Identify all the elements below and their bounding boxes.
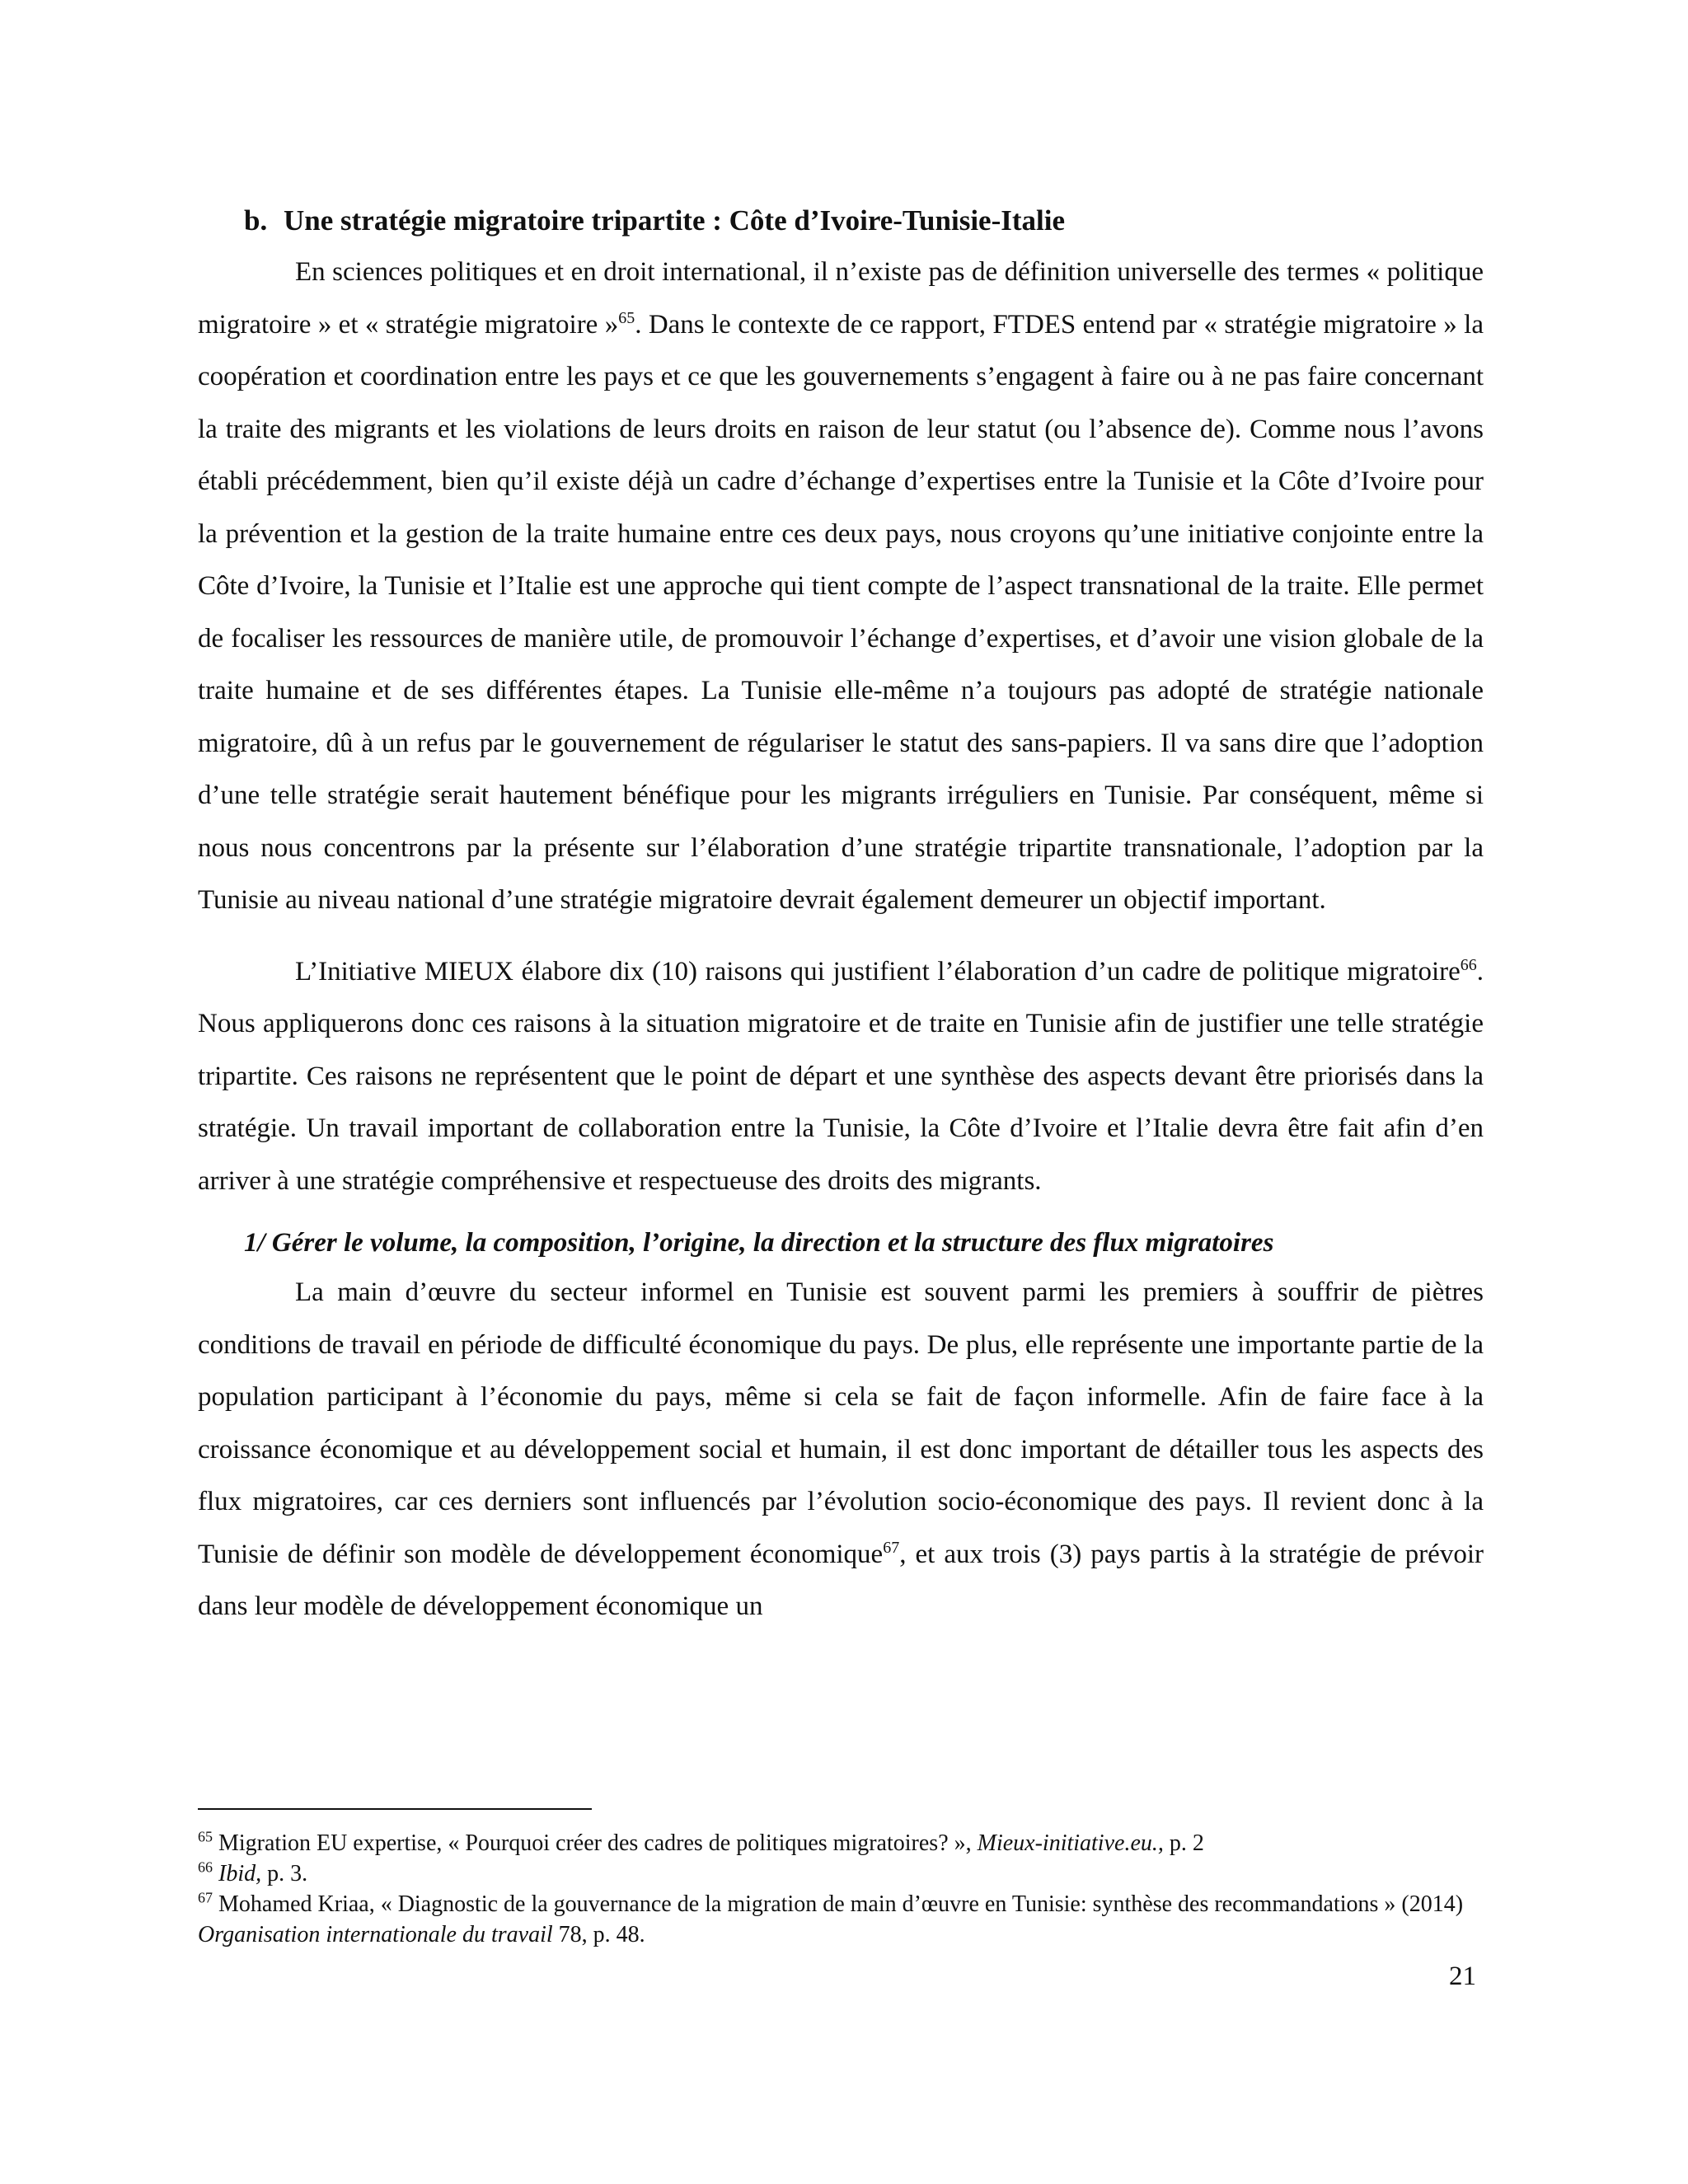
- paragraph-3-text-a: La main d’œuvre du secteur informel en Tunisie est souvent parmi les premiers à souffrir de piètres conditions de travail en période de difficulté économique du pays. De plus, elle représente une importante partie de la population participant à l’économie du pays, même si cela se fait de façon informelle. Afin de faire face à la croissance économique et au développement social et humain, il est donc important de détailler tous les aspects des flux migratoires, car ces derniers sont influencés par l’évolution socio-économique des pays. Il revient donc à la Tunisie de définir son modèle de développement économique: [198, 1277, 1484, 1569]
- paragraph-3: [198, 1267, 1484, 1633]
- paragraph-1: [198, 246, 1484, 927]
- footnote-67: [198, 1889, 1484, 1950]
- footnote-ref-67: 67: [883, 1538, 900, 1557]
- paragraph-1-text-a: En sciences politiques et en droit international, il n’existe pas de définition universelle des termes « politique migratoire » et « stratégie migratoire »: [198, 257, 1484, 340]
- footnote-source: Organisation internationale du travail: [198, 1922, 553, 1947]
- footnote-text: Migration EU expertise, « Pourquoi créer des cadres de politiques migratoires? »,: [213, 1830, 978, 1856]
- footnote-number: 66: [198, 1858, 213, 1876]
- footnote-page: 78, p. 48.: [552, 1922, 645, 1947]
- footnote-text: [213, 1861, 218, 1886]
- paragraph-3-text-b: , et aux trois (3) pays partis à la stratégie de prévoir dans leur modèle de développement économique un: [198, 1539, 1484, 1621]
- footnote-66: [198, 1858, 1484, 1889]
- subsection-heading: 1/ Gérer le volume, la composition, l’origine, la direction et la structure des flux migratoires: [244, 1228, 1274, 1258]
- footnote-ref-66: 66: [1460, 955, 1477, 974]
- footnotes: [198, 1808, 1484, 1950]
- section-title: Une stratégie migratoire tripartite : Côte d’Ivoire-Tunisie-Italie: [284, 204, 1066, 237]
- paragraph-2-text-b: . Nous appliquerons donc ces raisons à la situation migratoire et de traite en Tunisie afin de justifier une telle stratégie tripartite. Ces raisons ne représentent que le point de départ et une synthèse des aspects devant être priorisés dans la stratégie. Un travail important de collaboration entre la Tunisie, la Côte d’Ivoire et l’Italie devra être fait afin d’en arriver à une stratégie compréhensive et respectueuse des droits des migrants.: [198, 956, 1484, 1196]
- footnote-ref-65: 65: [618, 308, 635, 327]
- footnote-page: p. 3.: [261, 1861, 308, 1886]
- footnote-divider: [198, 1808, 592, 1810]
- page-content: [198, 200, 1484, 1633]
- footnote-page: p. 2: [1163, 1830, 1204, 1856]
- section-heading: [244, 200, 1484, 241]
- paragraph-2: [198, 946, 1484, 1208]
- footnote-65: [198, 1828, 1484, 1858]
- paragraph-2-text-a: L’Initiative MIEUX élabore dix (10) raisons qui justifient l’élaboration d’un cadre de politique migratoire: [295, 956, 1461, 987]
- section-marker: b.: [244, 204, 268, 237]
- footnote-number: 65: [198, 1828, 213, 1845]
- footnote-source: Ibid,: [218, 1861, 262, 1886]
- footnote-text: Mohamed Kriaa, « Diagnostic de la gouvernance de la migration de main d’œuvre en Tunisie: synthèse des recommandations » (2014): [213, 1891, 1464, 1917]
- page-number: 21: [1449, 1961, 1476, 1991]
- footnote-source: Mieux-initiative.eu.,: [977, 1830, 1164, 1856]
- paragraph-1-text-b: . Dans le contexte de ce rapport, FTDES entend par « stratégie migratoire » la coopération et coordination entre les pays et ce que les gouvernements s’engagent à faire ou à ne pas faire concernant la traite des migrants et les violations de leurs droits en raison de leur statut (ou l’absence de). Comme nous l’avons établi précédemment, bien qu’il existe déjà un cadre d’échange d’expertises entre la Tunisie et la Côte d’Ivoire pour la prévention et la gestion de la traite humaine entre ces deux pays, nous croyons qu’une initiative conjointe entre la Côte d’Ivoire, la Tunisie et l’Italie est une approche qui tient compte de l’aspect transnational de la traite. Elle permet de focaliser les ressources de manière utile, de promouvoir l’échange d’expertises, et d’avoir une vision globale de la traite humaine et de ses différentes étapes. La Tunisie elle-même n’a toujours pas adopté de stratégie nationale migratoire, dû à un refus par le gouvernement de régulariser le statut des sans-papiers. Il va sans dire que l’adoption d’une telle stratégie serait hautement bénéfique pour les migrants irréguliers en Tunisie. Par conséquent, même si nous nous concentrons par la présente sur l’élaboration d’une stratégie tripartite transnationale, l’adoption par la Tunisie au niveau national d’une stratégie migratoire devrait également demeurer un objectif important.: [198, 309, 1484, 915]
- footnote-number: 67: [198, 1889, 213, 1906]
